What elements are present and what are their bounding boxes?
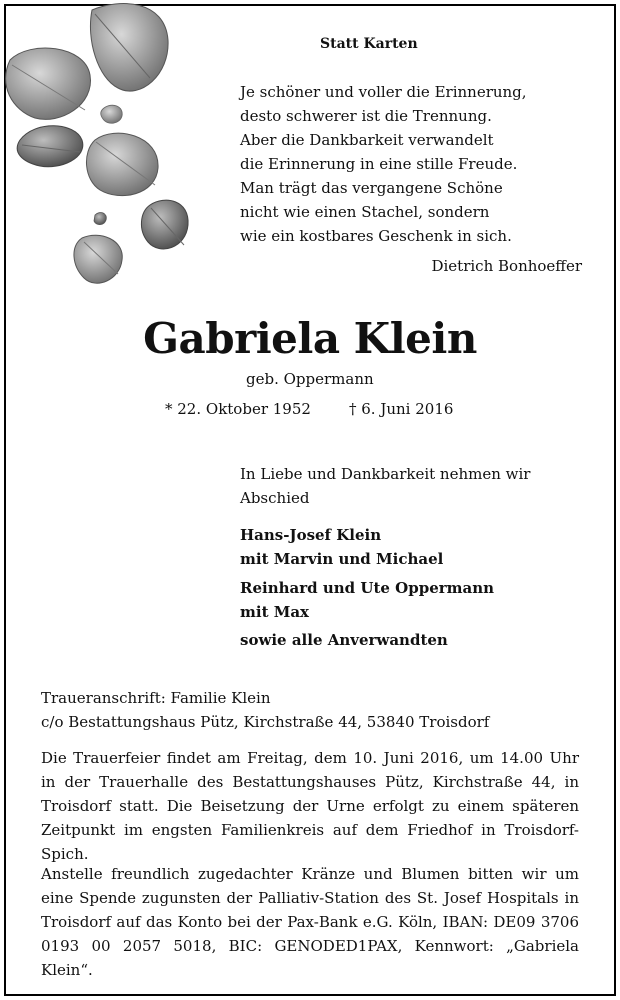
leaf-icon — [94, 213, 106, 225]
mourner-group-3: sowie alle Anverwandten — [240, 631, 448, 649]
donation-paragraph: Anstelle freundlich zugedachter Kränze und Blumen bitten wir um eine Spende zugunsten der Palliativ-Station des St. Josef Hospitals in Troisdorf auf das Konto bei der Pax-Bank e.G. Köln, IBAN: DE09 3706 0193 00 2057 5018, BIC: GENODED1PAX, Kennwort: „Gabriela Klein“. — [41, 865, 579, 979]
mourner-line: Reinhard und Ute Oppermann — [240, 579, 495, 597]
poem-author: Dietrich Bonhoeffer — [431, 257, 582, 275]
mourners-intro — [240, 462, 530, 510]
intro-line: Abschied — [240, 489, 310, 507]
ceremony-paragraph: Die Trauerfeier findet am Freitag, dem 10. Juni 2016, um 14.00 Uhr in der Trauerhalle des Bestattungshauses Pütz, Kirchstraße 44, in Troisdorf statt. Die Beisetzung der Urne erfolgt zu einem späteren Zeitpunkt im engsten Familienkreis auf dem Friedhof in Troisdorf-Spich. — [41, 749, 579, 863]
leaf-icon — [6, 48, 91, 119]
poem-line: Man trägt das vergangene Schöne — [240, 179, 503, 197]
statt-karten-heading: Statt Karten — [320, 36, 418, 52]
leaf-icon — [86, 133, 158, 195]
leaf-icon — [141, 200, 188, 249]
intro-line: In Liebe und Dankbarkeit nehmen wir — [240, 465, 531, 483]
poem-line: desto schwerer ist die Trennung. — [240, 107, 492, 125]
mourner-line: mit Marvin und Michael — [240, 550, 444, 568]
address-line: Traueranschrift: Familie Klein — [41, 689, 271, 707]
poem-line: Je schöner und voller die Erinnerung, — [240, 83, 527, 101]
poem-line: Aber die Dankbarkeit verwandelt — [240, 131, 494, 149]
deceased-name: Gabriela Klein — [143, 314, 477, 363]
mourner-group-2 — [240, 576, 494, 624]
poem-line: nicht wie einen Stachel, sondern — [240, 203, 490, 221]
mourner-line: Hans-Josef Klein — [240, 526, 382, 544]
poem — [240, 80, 527, 248]
death-date: † 6. Juni 2016 — [349, 400, 454, 418]
mourner-line: mit Max — [240, 603, 309, 621]
falling-leaves-illustration — [0, 0, 220, 300]
birth-name: geb. Oppermann — [246, 370, 374, 388]
mourner-group-1 — [240, 523, 443, 571]
leaf-icon — [74, 235, 122, 283]
poem-line: wie ein kostbares Geschenk in sich. — [240, 227, 512, 245]
leaf-icon — [90, 4, 168, 91]
leaf-icon — [17, 126, 83, 167]
poem-line: die Erinnerung in eine stille Freude. — [240, 155, 518, 173]
mourning-address — [41, 686, 489, 734]
leaf-icon — [101, 105, 122, 123]
birth-date: * 22. Oktober 1952 — [165, 400, 311, 418]
address-line: c/o Bestattungshaus Pütz, Kirchstraße 44, 53840 Troisdorf — [41, 713, 490, 731]
